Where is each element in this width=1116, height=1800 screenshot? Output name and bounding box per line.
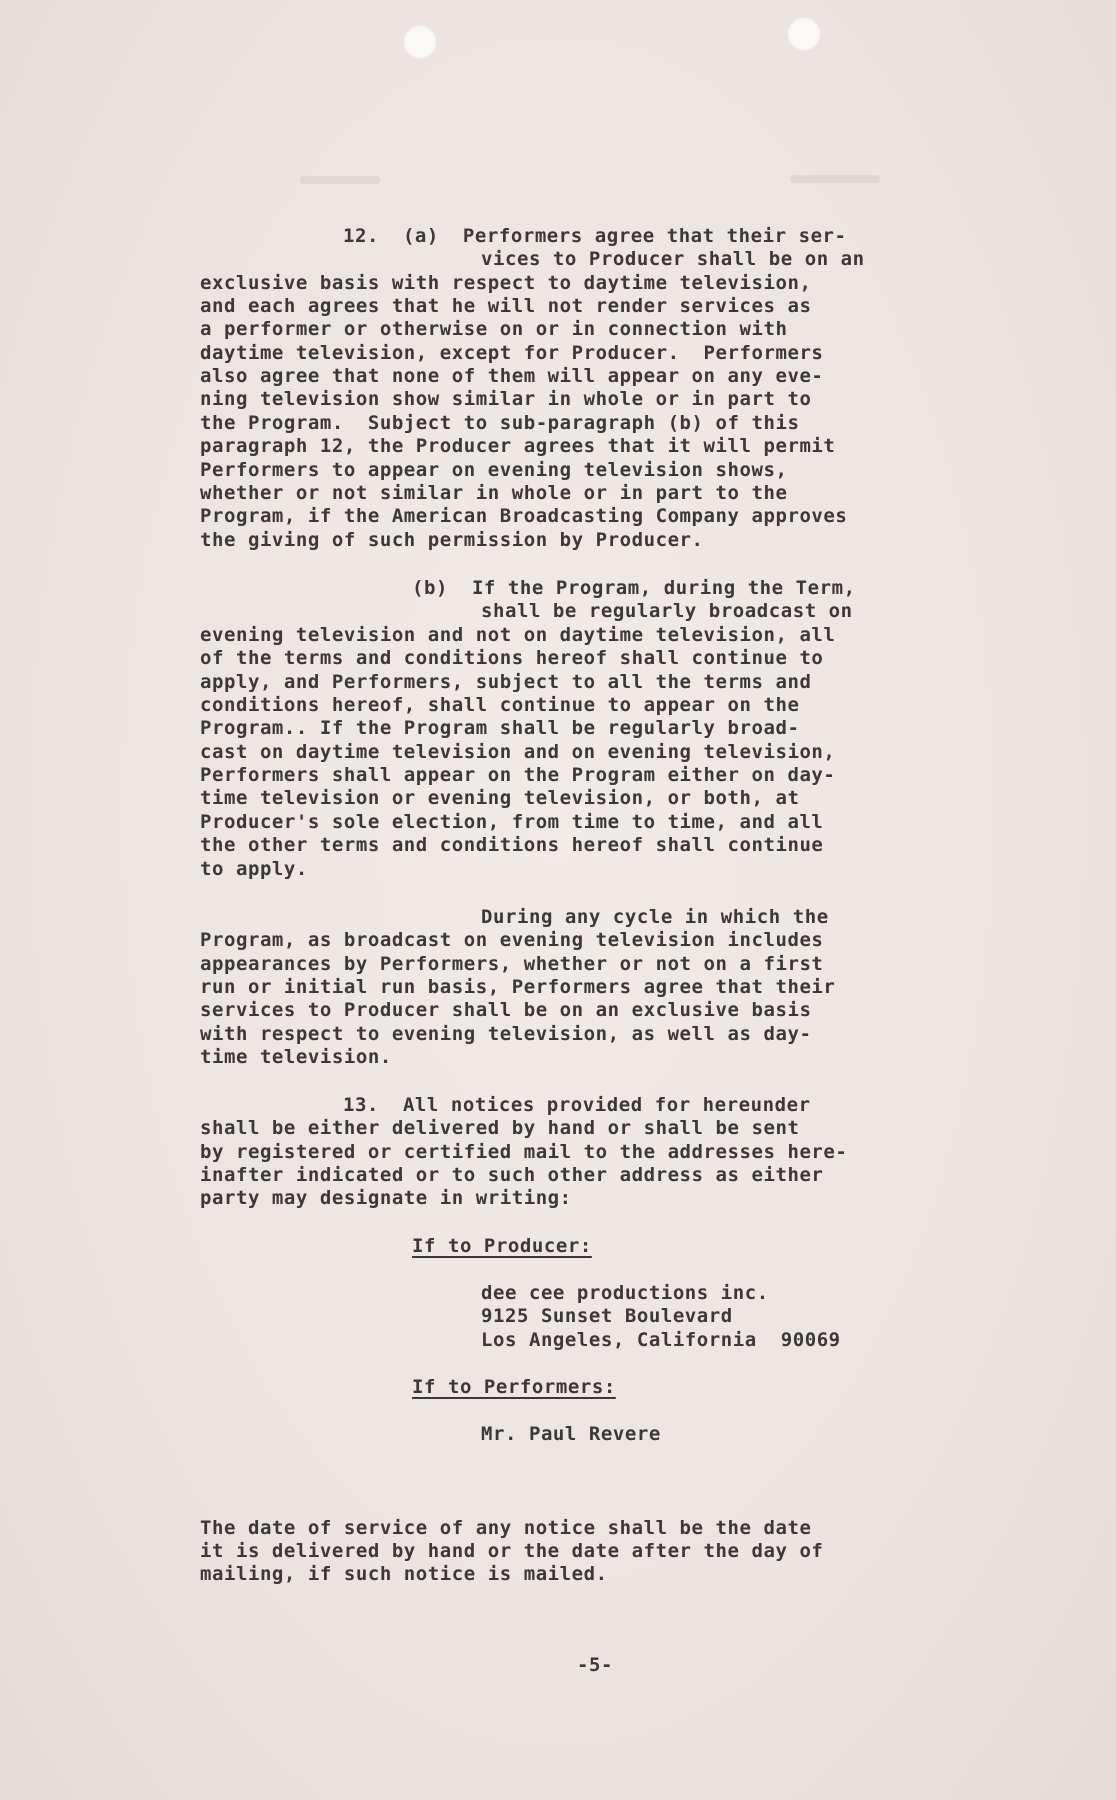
page-number: -5- (577, 1654, 613, 1676)
address-line: Los Angeles, California 90069 (481, 1329, 841, 1351)
text-line: vices to Producer shall be on an (481, 248, 865, 270)
text-line: exclusive basis with respect to daytime television, (200, 272, 812, 294)
text-line: the other terms and conditions hereof shall continue (200, 834, 824, 856)
text-line: also agree that none of them will appear on any eve- (200, 365, 824, 387)
text-line: to apply. (200, 858, 308, 880)
text-line: it is delivered by hand or the date after the day of (200, 1540, 824, 1562)
text-line: The date of service of any notice shall be the date (200, 1517, 812, 1539)
text-line: apply, and Performers, subject to all the terms and (200, 671, 812, 693)
text-line: ning television show similar in whole or in part to (200, 388, 812, 410)
text-line: the Program. Subject to sub-paragraph (b) of this (200, 412, 800, 434)
text-line: Performers shall appear on the Program either on day- (200, 764, 836, 786)
bleed-through-mark (300, 176, 380, 184)
punch-hole-left (403, 25, 437, 59)
text-line: Performers to appear on evening television shows, (200, 459, 788, 481)
text-line: mailing, if such notice is mailed. (200, 1563, 608, 1585)
producer-heading: If to Producer: (412, 1235, 592, 1257)
text-line: daytime television, except for Producer. Performers (200, 342, 824, 364)
text-line: and each agrees that he will not render services as (200, 295, 812, 317)
performers-heading: If to Performers: (412, 1376, 616, 1398)
text-line: cast on daytime television and on evening television, (200, 741, 836, 763)
text-line: shall be regularly broadcast on (481, 600, 853, 622)
text-line: with respect to evening television, as well as day- (200, 1023, 812, 1045)
text-line: a performer or otherwise on or in connection with (200, 318, 788, 340)
text-line: (b) If the Program, during the Term, (412, 577, 856, 599)
text-line: paragraph 12, the Producer agrees that it will permit (200, 435, 836, 457)
text-line: evening television and not on daytime television, all (200, 624, 836, 646)
text-line: Producer's sole election, from time to time, and all (200, 811, 824, 833)
text-line: 13. All notices provided for hereunder (343, 1094, 811, 1116)
text-line: shall be either delivered by hand or shall be sent (200, 1117, 800, 1139)
address-line: 9125 Sunset Boulevard (481, 1305, 733, 1327)
text-line: time television. (200, 1046, 392, 1068)
text-line: Program, if the American Broadcasting Company approves (200, 505, 848, 527)
bleed-through-mark (790, 175, 880, 183)
text-line: During any cycle in which the (481, 906, 829, 928)
text-line: conditions hereof, shall continue to appear on the (200, 694, 800, 716)
punch-hole-right (787, 17, 821, 51)
address-line: dee cee productions inc. (481, 1282, 769, 1304)
text-line: party may designate in writing: (200, 1187, 572, 1209)
text-line: 12. (a) Performers agree that their ser- (343, 225, 847, 247)
text-line: Program.. If the Program shall be regularly broad- (200, 717, 800, 739)
text-line: run or initial run basis, Performers agree that their (200, 976, 836, 998)
text-line: time television or evening television, or both, at (200, 787, 800, 809)
text-line: whether or not similar in whole or in part to the (200, 482, 788, 504)
text-line: of the terms and conditions hereof shall continue to (200, 647, 824, 669)
text-line: the giving of such permission by Producer. (200, 529, 704, 551)
text-line: inafter indicated or to such other address as either (200, 1164, 824, 1186)
performer-name: Mr. Paul Revere (481, 1423, 661, 1445)
text-line: Program, as broadcast on evening television includes (200, 929, 824, 951)
text-line: services to Producer shall be on an exclusive basis (200, 999, 812, 1021)
text-line: by registered or certified mail to the addresses here- (200, 1141, 848, 1163)
text-line: appearances by Performers, whether or not on a first (200, 953, 824, 975)
